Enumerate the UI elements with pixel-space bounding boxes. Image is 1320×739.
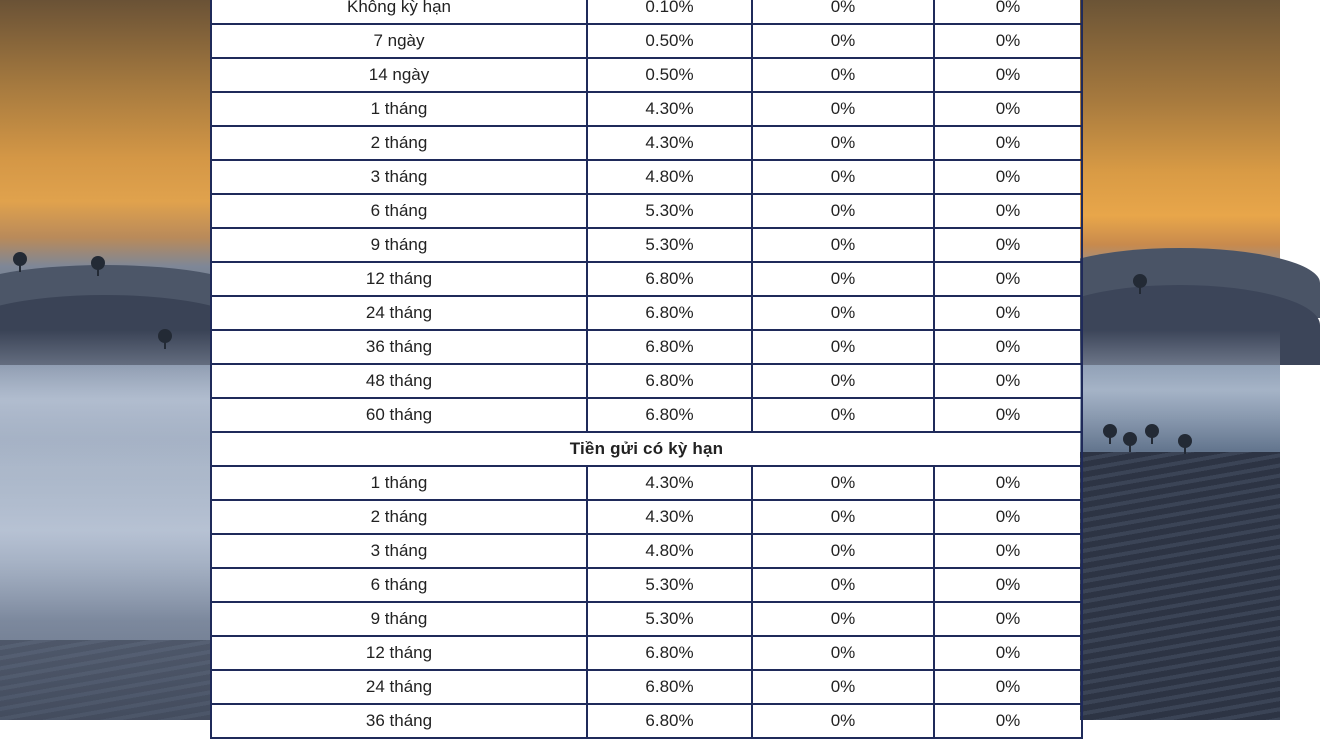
table-row xyxy=(211,126,1082,160)
value-cell: 0% xyxy=(934,704,1082,738)
landscape-background-left xyxy=(0,0,210,720)
rate-cell: 6.80% xyxy=(587,398,752,432)
value-cell: 0% xyxy=(752,330,934,364)
value-cell: 0% xyxy=(752,670,934,704)
rate-cell: 6.80% xyxy=(587,704,752,738)
term-cell: 2 tháng xyxy=(211,126,587,160)
term-cell: 7 ngày xyxy=(211,24,587,58)
value-cell: 0% xyxy=(934,670,1082,704)
rate-cell: 4.30% xyxy=(587,92,752,126)
value-cell: 0% xyxy=(752,58,934,92)
rate-cell: 0.50% xyxy=(587,58,752,92)
value-cell: 0% xyxy=(934,364,1082,398)
table-row xyxy=(211,58,1082,92)
term-cell: 24 tháng xyxy=(211,670,587,704)
value-cell: 0% xyxy=(752,228,934,262)
section-row xyxy=(211,432,1082,466)
value-cell: 0% xyxy=(752,364,934,398)
value-cell: 0% xyxy=(934,636,1082,670)
term-cell: 6 tháng xyxy=(211,194,587,228)
value-cell: 0% xyxy=(934,398,1082,432)
table-row xyxy=(211,296,1082,330)
table-row xyxy=(211,602,1082,636)
rate-cell: 0.10% xyxy=(587,0,752,24)
term-cell: 12 tháng xyxy=(211,636,587,670)
value-cell: 0% xyxy=(934,602,1082,636)
term-cell: 24 tháng xyxy=(211,296,587,330)
term-cell: 36 tháng xyxy=(211,704,587,738)
term-cell: 6 tháng xyxy=(211,568,587,602)
value-cell: 0% xyxy=(934,24,1082,58)
rate-cell: 5.30% xyxy=(587,568,752,602)
rate-cell: 6.80% xyxy=(587,670,752,704)
value-cell: 0% xyxy=(934,534,1082,568)
value-cell: 0% xyxy=(752,568,934,602)
term-cell: 1 tháng xyxy=(211,466,587,500)
value-cell: 0% xyxy=(752,160,934,194)
interest-rate-table xyxy=(210,0,1083,739)
term-cell: 3 tháng xyxy=(211,534,587,568)
rate-cell: 4.30% xyxy=(587,500,752,534)
value-cell: 0% xyxy=(934,330,1082,364)
table-row xyxy=(211,92,1082,126)
rate-cell: 0.50% xyxy=(587,24,752,58)
value-cell: 0% xyxy=(934,160,1082,194)
table-row xyxy=(211,330,1082,364)
table-row xyxy=(211,364,1082,398)
term-cell: 12 tháng xyxy=(211,262,587,296)
value-cell: 0% xyxy=(752,24,934,58)
section-heading: Tiền gửi có kỳ hạn xyxy=(211,432,1082,466)
rate-cell: 6.80% xyxy=(587,330,752,364)
rate-cell: 5.30% xyxy=(587,228,752,262)
rate-cell: 4.80% xyxy=(587,534,752,568)
table-row xyxy=(211,228,1082,262)
value-cell: 0% xyxy=(752,534,934,568)
value-cell: 0% xyxy=(934,194,1082,228)
interest-rate-sheet xyxy=(210,0,1080,730)
term-cell: 48 tháng xyxy=(211,364,587,398)
table-row xyxy=(211,262,1082,296)
value-cell: 0% xyxy=(752,126,934,160)
term-cell: 36 tháng xyxy=(211,330,587,364)
term-cell: 1 tháng xyxy=(211,92,587,126)
value-cell: 0% xyxy=(752,296,934,330)
table-row xyxy=(211,500,1082,534)
value-cell: 0% xyxy=(934,228,1082,262)
rate-cell: 6.80% xyxy=(587,296,752,330)
value-cell: 0% xyxy=(752,0,934,24)
value-cell: 0% xyxy=(934,466,1082,500)
landscape-background-right xyxy=(1080,0,1280,720)
table-row xyxy=(211,534,1082,568)
value-cell: 0% xyxy=(934,0,1082,24)
value-cell: 0% xyxy=(934,126,1082,160)
rate-cell: 6.80% xyxy=(587,636,752,670)
value-cell: 0% xyxy=(752,704,934,738)
value-cell: 0% xyxy=(752,636,934,670)
rate-cell: 5.30% xyxy=(587,602,752,636)
table-row xyxy=(211,0,1082,24)
rate-cell: 4.30% xyxy=(587,466,752,500)
table-row xyxy=(211,636,1082,670)
value-cell: 0% xyxy=(752,194,934,228)
term-cell: 2 tháng xyxy=(211,500,587,534)
table-row xyxy=(211,568,1082,602)
value-cell: 0% xyxy=(934,92,1082,126)
value-cell: 0% xyxy=(934,568,1082,602)
term-cell: Không kỳ hạn xyxy=(211,0,587,24)
value-cell: 0% xyxy=(752,602,934,636)
value-cell: 0% xyxy=(934,262,1082,296)
value-cell: 0% xyxy=(752,398,934,432)
term-cell: 9 tháng xyxy=(211,228,587,262)
rate-cell: 6.80% xyxy=(587,364,752,398)
value-cell: 0% xyxy=(934,500,1082,534)
rate-cell: 5.30% xyxy=(587,194,752,228)
term-cell: 14 ngày xyxy=(211,58,587,92)
table-row xyxy=(211,24,1082,58)
table-row xyxy=(211,704,1082,738)
table-row xyxy=(211,160,1082,194)
value-cell: 0% xyxy=(752,262,934,296)
interest-rate-table-body xyxy=(211,0,1082,738)
table-row xyxy=(211,466,1082,500)
term-cell: 60 tháng xyxy=(211,398,587,432)
rate-cell: 4.80% xyxy=(587,160,752,194)
table-row xyxy=(211,398,1082,432)
value-cell: 0% xyxy=(752,500,934,534)
value-cell: 0% xyxy=(752,466,934,500)
value-cell: 0% xyxy=(752,92,934,126)
term-cell: 9 tháng xyxy=(211,602,587,636)
value-cell: 0% xyxy=(934,296,1082,330)
term-cell: 3 tháng xyxy=(211,160,587,194)
rate-cell: 6.80% xyxy=(587,262,752,296)
rate-cell: 4.30% xyxy=(587,126,752,160)
value-cell: 0% xyxy=(934,58,1082,92)
table-row xyxy=(211,194,1082,228)
table-row xyxy=(211,670,1082,704)
